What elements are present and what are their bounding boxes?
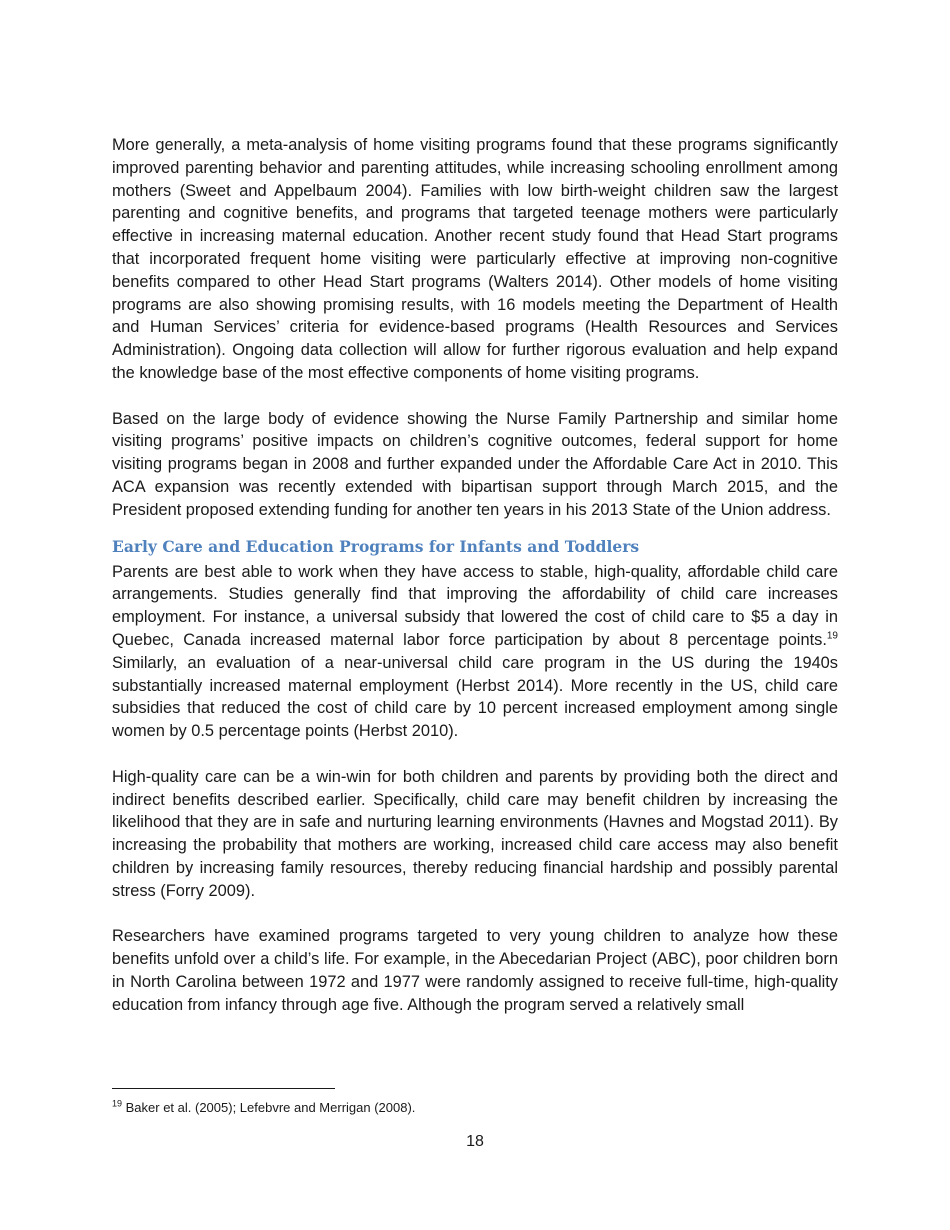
paragraph-federal-support: Based on the large body of evidence showing the Nurse Family Partnership and similar home visiting programs’ positive impacts on children’s cognitive outcomes, federal support for home visiting programs began in 2008 and further expanded under the Affordable Care Act in 2010. This ACA expansion was recently extended with bipartisan support through March 2015, and the President proposed extending funding for another ten years in his 2013 State of the Union address. (112, 409, 838, 519)
footnote (112, 1099, 415, 1117)
paragraph-text-part-1: Parents are best able to work when they have access to stable, high-quality, affordable child care arrangements. Studies generally find that improving the affordability of child care increases employment. For instance, a universal subsidy that lowered the cost of child care to $5 a day in Quebec, Canada increased maternal labor force participation by about 8 percentage points. (112, 562, 838, 649)
footnote-divider (112, 1088, 335, 1089)
paragraph-text-part-2: Similarly, an evaluation of a near-universal child care program in the US during the 1940s substantially increased maternal employment (Herbst 2014). More recently in the US, child care subsidies that reduced the cost of child care by 10 percent increased employment among single women by 0.5 percentage points (Herbst 2010). (112, 653, 838, 741)
paragraph-abecedarian: Researchers have examined programs targeted to very young children to analyze how these benefits unfold over a child’s life. For example, in the Abecedarian Project (ABC), poor children born in North Carolina between 1972 and 1977 were randomly assigned to receive full-time, high-quality education from infancy through age five. Although the program served a relatively small (112, 927, 838, 1014)
footnote-number: 19 (112, 1098, 123, 1109)
section-heading: Early Care and Education Programs for Infants and Toddlers (112, 536, 640, 556)
page-number: 18 (466, 1133, 484, 1150)
paragraph-win-win: High-quality care can be a win-win for both children and parents by providing both the direct and indirect benefits described earlier. Specifically, child care may benefit children by increasing the likelihood that they are in safe and nurturing learning environments (Havnes and Mogstad 2011). By increasing the probability that mothers are working, increased child care access may also benefit children by increasing family resources, thereby reducing financial hardship and possibly parental stress (Forry 2009). (112, 767, 838, 900)
paragraph-meta-analysis: More generally, a meta-analysis of home visiting programs found that these programs significantly improved parenting behavior and parenting attitudes, while increasing schooling enrollment among mothers (Sweet and Appelbaum 2004). Families with low birth-weight children saw the largest parenting and cognitive benefits, and programs that targeted teenage mothers were particularly effective in increasing maternal education. Another recent study found that Head Start programs that incorporated frequent home visiting were particularly effective at improving non-cognitive benefits compared to other Head Start programs (Walters 2014). Other models of home visiting programs are also showing promising results, with 16 models meeting the Department of Health and Human Services’ criteria for evidence-based programs (Health Resources and Services Administration). Ongoing data collection will allow for further rigorous evaluation and help expand the knowledge base of the most effective components of home visiting programs. (112, 136, 838, 382)
paragraph-child-care-employment (112, 561, 838, 743)
page-body (112, 134, 838, 1016)
footnote-text: Baker et al. (2005); Lefebvre and Merrigan (2008). (122, 1100, 416, 1115)
footnote-reference[interactable]: 19 (826, 630, 838, 642)
